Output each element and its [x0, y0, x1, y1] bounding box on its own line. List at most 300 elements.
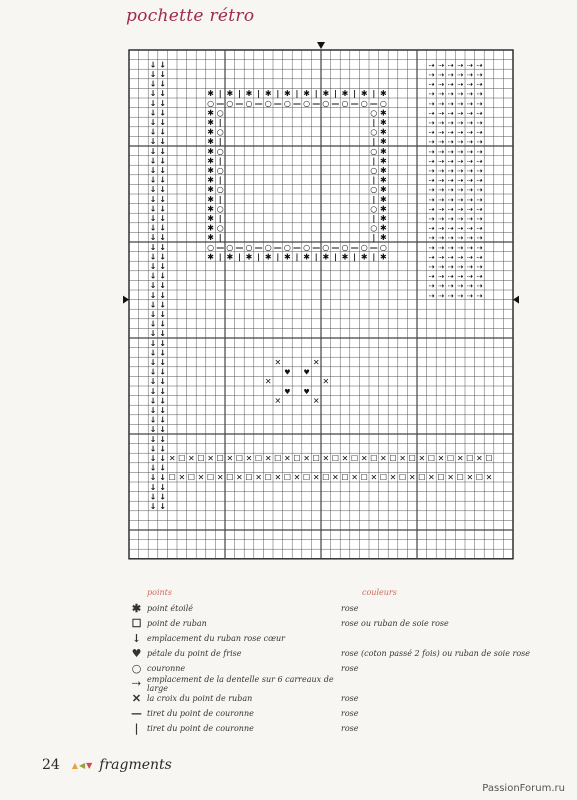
- star-icon: |: [276, 89, 280, 99]
- double-arrow-icon: ⇢: [438, 176, 444, 185]
- band-mark: ✕: [447, 473, 454, 483]
- double-arrow-icon: ⇢: [476, 234, 483, 243]
- double-arrow-icon: ⇢: [447, 128, 454, 137]
- arrow-down-icon: ↓: [159, 204, 166, 214]
- band-mark: ✕: [418, 454, 426, 463]
- circle-icon: ○: [283, 242, 291, 252]
- star-icon: ✱: [245, 252, 253, 262]
- arrow-down-icon: ↓: [149, 492, 157, 502]
- double-arrow-icon: ⇢: [466, 167, 473, 175]
- arrow-down-icon: ↓: [149, 377, 157, 387]
- band-mark: ☐: [207, 473, 215, 483]
- circle-icon: ○: [207, 242, 215, 252]
- star-icon: ✱: [341, 252, 349, 262]
- circle-icon: |: [372, 233, 376, 243]
- circle-icon: ○: [226, 242, 234, 252]
- arrow-down-icon: ↓: [159, 166, 166, 175]
- double-arrow-icon: ⇢: [447, 272, 454, 281]
- double-arrow-icon: ⇢: [447, 291, 454, 300]
- double-arrow-icon: ⇢: [476, 71, 483, 79]
- star-icon: ✱: [207, 146, 214, 156]
- arrow-down-icon: ↓: [159, 60, 166, 70]
- circle-icon: ○: [245, 242, 253, 252]
- circle-icon: ○: [226, 98, 234, 108]
- band-mark: ☐: [408, 454, 416, 463]
- band-mark: ✕: [476, 454, 483, 463]
- circle-icon: ○: [341, 242, 349, 252]
- star-icon: ✱: [322, 252, 330, 262]
- double-arrow-icon: ⇢: [466, 291, 473, 300]
- double-arrow-icon: ⇢: [428, 215, 435, 223]
- arrow-down-icon: ↓: [159, 262, 166, 271]
- legend-point-name: tiret du point de couronne: [147, 709, 254, 718]
- arrow-down-icon: ↓: [159, 127, 166, 137]
- double-arrow-icon: ⇢: [428, 205, 435, 214]
- star-icon: ✱: [207, 252, 214, 262]
- band-mark: ☐: [399, 473, 407, 483]
- cross-icon: ✕: [264, 377, 272, 387]
- arrow-down-icon: ↓: [159, 89, 166, 99]
- circle-icon: |: [218, 233, 222, 243]
- band-mark: ☐: [312, 454, 320, 463]
- legend-point-name: couronne: [147, 664, 186, 673]
- triangle-left-icon: ◀: [78, 760, 86, 770]
- star-icon: ✱: [131, 602, 142, 615]
- circle-icon: ○: [379, 98, 387, 108]
- double-arrow-icon: ⇢: [476, 272, 483, 281]
- triangle-down-icon: ▼: [86, 760, 93, 770]
- legend-row: [126, 706, 546, 721]
- double-arrow-icon: ⇢: [457, 138, 464, 147]
- band-mark: ☐: [226, 473, 234, 483]
- double-arrow-icon: ⇢: [428, 186, 435, 195]
- circle-icon: |: [372, 137, 376, 147]
- circle-icon: —: [369, 242, 378, 252]
- star-icon: |: [314, 252, 318, 262]
- double-arrow-icon: ⇢: [476, 128, 483, 137]
- circle-icon: ○: [322, 98, 330, 108]
- circle-icon: ○: [370, 127, 378, 137]
- circle-icon: ○: [216, 127, 224, 137]
- band-mark: ✕: [332, 473, 339, 483]
- circle-icon: |: [372, 175, 376, 185]
- double-arrow-icon: ⇢: [457, 147, 464, 156]
- double-arrow-icon: ⇢: [457, 186, 464, 195]
- circle-icon: ○: [131, 662, 142, 675]
- dash-icon: —: [131, 707, 142, 720]
- double-arrow-icon: ⇢: [447, 263, 454, 271]
- circle-icon: —: [293, 98, 301, 108]
- double-arrow-icon: ⇢: [476, 138, 483, 147]
- arrow-down-icon: ↓: [159, 406, 166, 415]
- star-icon: ✱: [380, 214, 387, 223]
- star-icon: ✱: [207, 156, 214, 166]
- arrow-down-icon: ↓: [159, 242, 166, 252]
- arrow-down-icon: ↓: [149, 175, 157, 185]
- arrow-down-icon: ↓: [149, 358, 157, 367]
- star-icon: ✱: [207, 204, 214, 214]
- double-arrow-icon: ⇢: [457, 272, 464, 281]
- double-arrow-icon: ⇢: [428, 90, 435, 99]
- band-mark: ✕: [322, 454, 330, 463]
- double-arrow-icon: ⇢: [457, 282, 464, 291]
- star-icon: ✱: [380, 108, 387, 118]
- arrow-down-icon: ↓: [159, 79, 166, 89]
- arrow-down-icon: ↓: [149, 252, 157, 262]
- circle-icon: ○: [245, 98, 253, 108]
- legend-point-name: la croix du point de ruban: [147, 694, 253, 703]
- band-mark: ✕: [389, 473, 397, 483]
- circle-icon: ○: [341, 98, 349, 108]
- arrow-down-icon: ↓: [159, 185, 166, 195]
- legend-color: rose (coton passé 2 fois) ou ruban de soie rose: [341, 649, 530, 658]
- band-mark: ☐: [178, 454, 186, 463]
- double-arrow-icon: ⇢: [447, 71, 454, 79]
- legend-point-name: pétale du point de frise: [147, 649, 242, 658]
- double-arrow-icon: ⇢: [438, 109, 444, 118]
- double-arrow-icon: ⇢: [438, 80, 444, 89]
- star-icon: |: [333, 252, 337, 262]
- band-mark: ☐: [274, 454, 282, 463]
- star-icon: ✱: [245, 89, 253, 99]
- arrow-down-icon: ↓: [159, 223, 166, 233]
- arrow-down-icon: ↓: [159, 367, 166, 377]
- double-arrow-icon: ⇢: [457, 243, 464, 252]
- double-arrow-icon: ⇢: [428, 61, 435, 70]
- band-mark: ☐: [466, 454, 474, 463]
- double-arrow-icon: ⇢: [428, 80, 435, 89]
- arrow-down-icon: ↓: [149, 463, 157, 473]
- band-mark: ☐: [360, 473, 368, 483]
- band-mark: ✕: [380, 454, 387, 463]
- legend-row: [126, 631, 546, 646]
- double-arrow-icon: ⇢: [428, 167, 435, 175]
- double-arrow-icon: ⇢: [428, 176, 435, 185]
- arrow-down-icon: ↓: [159, 108, 166, 118]
- arrow-down-icon: ↓: [149, 108, 157, 118]
- double-arrow-icon: ⇢: [447, 138, 454, 147]
- circle-icon: |: [372, 194, 376, 204]
- star-icon: ✱: [360, 252, 368, 262]
- double-arrow-icon: ⇢: [457, 291, 464, 300]
- arrow-down-icon: ↓: [159, 329, 166, 339]
- circle-icon: —: [216, 242, 225, 252]
- double-arrow-icon: ⇢: [428, 138, 435, 147]
- double-arrow-icon: ⇢: [466, 80, 473, 89]
- double-arrow-icon: ⇢: [466, 215, 473, 223]
- circle-icon: —: [235, 98, 244, 108]
- band-mark: ✕: [188, 454, 195, 463]
- double-arrow-icon: ⇢: [428, 109, 435, 118]
- star-icon: ✱: [284, 252, 291, 262]
- double-arrow-icon: ⇢: [466, 253, 473, 262]
- double-arrow-icon: ⇢: [476, 205, 483, 214]
- arrow-down-icon: ↓: [149, 348, 157, 358]
- band-mark: ✕: [255, 473, 262, 483]
- circle-icon: ○: [216, 166, 224, 175]
- arrow-down-icon: ↓: [149, 473, 157, 483]
- circle-icon: —: [273, 98, 282, 108]
- double-arrow-icon: ⇢: [447, 90, 454, 99]
- double-arrow-icon: ⇢: [476, 215, 483, 223]
- double-arrow-icon: ⇢: [447, 147, 454, 156]
- double-arrow-icon: ⇢: [447, 224, 454, 233]
- legend-point-name: emplacement du ruban rose cœur: [147, 634, 285, 643]
- circle-icon: |: [218, 118, 222, 127]
- double-arrow-icon: ⇢: [447, 80, 454, 89]
- band-mark: ☐: [293, 454, 301, 463]
- double-arrow-icon: ⇢: [466, 272, 473, 281]
- arrow-down-icon: ↓: [159, 454, 166, 463]
- arrow-down-icon: ↓: [149, 454, 157, 463]
- legend-point-name: point de ruban: [147, 619, 207, 628]
- double-arrow-icon: ⇢: [438, 243, 444, 252]
- double-arrow-icon: ⇢: [457, 234, 464, 243]
- double-arrow-icon: ⇢: [466, 109, 473, 118]
- legend-color: rose ou ruban de soie rose: [341, 619, 449, 628]
- double-arrow-icon: ⇢: [428, 272, 435, 281]
- bar-icon: |: [134, 722, 139, 735]
- band-mark: ☐: [485, 454, 493, 463]
- star-icon: |: [314, 89, 318, 99]
- band-mark: ☐: [264, 473, 272, 483]
- double-arrow-icon: ⇢: [457, 176, 464, 185]
- star-icon: ✱: [380, 223, 387, 233]
- band-mark: ✕: [341, 454, 349, 463]
- arrow-down-icon: ↓: [159, 396, 166, 406]
- band-mark: ☐: [235, 454, 243, 463]
- star-icon: |: [276, 252, 280, 262]
- heart-icon: ♥: [303, 387, 310, 396]
- double-arrow-icon: ⇢: [466, 119, 473, 127]
- arrow-down-icon: ↓: [159, 319, 166, 329]
- arrow-down-icon: ↓: [159, 281, 166, 291]
- arrow-down-icon: ↓: [149, 271, 157, 281]
- arrow-down-icon: ↓: [149, 204, 157, 214]
- circle-icon: —: [254, 242, 263, 252]
- circle-icon: ○: [370, 146, 378, 156]
- band-mark: ☐: [216, 454, 224, 463]
- arrow-down-icon: ↓: [159, 271, 166, 281]
- star-icon: ✱: [380, 166, 387, 175]
- double-arrow-icon: ⇢: [457, 119, 464, 127]
- circle-icon: ○: [303, 98, 311, 108]
- arrow-down-icon: ↓: [149, 482, 157, 492]
- double-arrow-icon: ⇢: [466, 282, 473, 291]
- double-arrow-icon: ⇢: [457, 109, 464, 118]
- arrow-down-icon: ↓: [149, 137, 157, 147]
- legend-color: rose: [341, 604, 359, 613]
- star-icon: |: [372, 89, 376, 99]
- band-mark: ✕: [303, 454, 310, 463]
- double-arrow-icon: ⇢: [438, 61, 444, 70]
- arrow-down-icon: ↓: [149, 146, 157, 156]
- double-arrow-icon: ⇢: [438, 138, 444, 147]
- star-icon: ✱: [207, 108, 214, 118]
- arrow-down-icon: ↓: [159, 358, 166, 367]
- star-icon: |: [218, 252, 222, 262]
- double-arrow-icon: ⇢: [457, 205, 464, 214]
- arrow-down-icon: ↓: [159, 338, 166, 348]
- star-icon: ✱: [207, 223, 214, 233]
- double-arrow-icon: ⇢: [447, 109, 454, 118]
- double-arrow-icon: ⇢: [476, 157, 483, 166]
- band-mark: ✕: [485, 473, 493, 483]
- star-icon: ✱: [207, 233, 214, 243]
- circle-icon: —: [312, 98, 321, 108]
- circle-icon: ○: [264, 98, 272, 108]
- legend-row: [126, 721, 546, 736]
- double-arrow-icon: ⇢: [428, 253, 435, 262]
- double-arrow-icon: ⇢: [438, 157, 444, 166]
- cross-icon: ✕: [322, 377, 330, 387]
- arrow-down-icon: ↓: [159, 118, 166, 127]
- band-mark: ☐: [197, 454, 205, 463]
- star-icon: |: [295, 89, 299, 99]
- arrow-down-icon: ↓: [149, 127, 157, 137]
- arrow-down-icon: ↓: [149, 502, 157, 511]
- double-arrow-icon: ⇢: [457, 99, 464, 108]
- band-mark: ✕: [370, 473, 378, 483]
- arrow-down-icon: ↓: [149, 185, 157, 195]
- arrow-down-icon: ↓: [149, 118, 157, 127]
- arrow-down-icon: ↓: [159, 310, 166, 319]
- double-arrow-icon: ⇢: [438, 186, 444, 195]
- star-icon: ✱: [380, 156, 387, 166]
- arrow-down-icon: ↓: [131, 632, 142, 645]
- double-arrow-icon: ⇢: [457, 80, 464, 89]
- double-arrow-icon: ⇢: [476, 253, 483, 262]
- arrow-down-icon: ↓: [149, 406, 157, 415]
- double-arrow-icon: ⇢: [438, 147, 444, 156]
- double-arrow-icon: ⇢: [447, 167, 454, 175]
- double-arrow-icon: ⇢: [457, 195, 464, 204]
- star-icon: ✱: [360, 89, 368, 99]
- circle-icon: |: [218, 156, 222, 166]
- circle-icon: ○: [216, 204, 224, 214]
- star-icon: |: [295, 252, 299, 262]
- star-icon: ✱: [341, 89, 349, 99]
- double-arrow-icon: ⇢: [447, 215, 454, 223]
- arrow-down-icon: ↓: [149, 444, 157, 454]
- circle-icon: —: [235, 242, 244, 252]
- square-icon: ☐: [131, 617, 142, 630]
- arrow-down-icon: ↓: [159, 214, 166, 223]
- double-arrow-icon: ⇢: [457, 71, 464, 79]
- band-mark: ☐: [187, 473, 195, 483]
- circle-icon: ○: [303, 242, 311, 252]
- circle-icon: ○: [370, 223, 378, 233]
- circle-icon: —: [216, 98, 225, 108]
- double-arrow-icon: ⇢: [438, 167, 444, 175]
- band-mark: ☐: [456, 473, 464, 483]
- circle-icon: |: [218, 137, 222, 147]
- star-icon: ✱: [207, 175, 214, 185]
- arrow-down-icon: ↓: [159, 425, 166, 435]
- double-arrow-icon: ⇢: [447, 99, 454, 108]
- arrow-down-icon: ↓: [149, 434, 157, 444]
- star-icon: ✱: [207, 89, 214, 99]
- legend-color: rose: [341, 724, 359, 733]
- star-icon: ✱: [207, 214, 214, 223]
- circle-icon: —: [331, 242, 340, 252]
- arrow-down-icon: ↓: [149, 89, 157, 99]
- arrow-down-icon: ↓: [149, 396, 157, 406]
- circle-icon: ○: [322, 242, 330, 252]
- star-icon: ✱: [207, 185, 214, 195]
- arrow-down-icon: ↓: [159, 175, 166, 185]
- double-arrow-icon: ⇢: [476, 99, 483, 108]
- circle-icon: |: [372, 214, 376, 223]
- circle-icon: ○: [283, 98, 291, 108]
- circle-icon: ○: [370, 204, 378, 214]
- band-mark: ✕: [274, 473, 282, 483]
- star-icon: ✱: [303, 252, 310, 262]
- arrow-down-icon: ↓: [159, 415, 166, 425]
- band-mark: ✕: [216, 473, 224, 483]
- double-arrow-icon: ⇢: [466, 71, 473, 79]
- band-mark: ☐: [351, 454, 359, 463]
- double-arrow-icon: ⇢: [457, 224, 464, 233]
- arrow-down-icon: ↓: [149, 223, 157, 233]
- double-arrow-icon: ⇢: [447, 205, 454, 214]
- legend-row: [126, 601, 546, 616]
- arrow-down-icon: ↓: [149, 60, 157, 70]
- arrow-down-icon: ↓: [149, 214, 157, 223]
- double-arrow-icon: ⇢: [447, 195, 454, 204]
- heart-icon: ♥: [284, 387, 291, 396]
- circle-icon: —: [350, 242, 359, 252]
- double-arrow-icon: ⇢: [466, 224, 473, 233]
- arrow-down-icon: ↓: [159, 233, 166, 243]
- double-arrow-icon: ⇢: [476, 186, 483, 195]
- star-icon: ✱: [207, 137, 214, 147]
- star-icon: |: [353, 252, 357, 262]
- circle-icon: ○: [216, 108, 224, 118]
- double-arrow-icon: ⇢: [447, 157, 454, 166]
- legend-point-name: point étoilé: [147, 604, 194, 613]
- band-mark: ☐: [255, 454, 263, 463]
- circle-icon: ○: [370, 108, 378, 118]
- band-mark: ☐: [389, 454, 397, 463]
- legend-header: [126, 588, 546, 601]
- double-arrow-icon: ⇢: [428, 195, 435, 204]
- heart-icon: ♥: [131, 647, 142, 660]
- band-mark: ☐: [303, 473, 311, 483]
- circle-icon: —: [312, 242, 321, 252]
- star-icon: |: [372, 252, 376, 262]
- legend-color: rose: [341, 694, 359, 703]
- double-arrow-icon: ⇢: [438, 234, 444, 243]
- arrow-down-icon: ↓: [159, 482, 166, 492]
- arrow-down-icon: ↓: [159, 98, 166, 108]
- legend: [126, 588, 546, 736]
- double-arrow-icon: ⇢: [428, 234, 435, 243]
- band-mark: ✕: [360, 454, 368, 463]
- band-mark: ✕: [264, 454, 272, 463]
- double-arrow-icon: ⇢: [438, 291, 444, 300]
- circle-icon: |: [218, 175, 222, 185]
- double-arrow-icon: ⇢: [457, 90, 464, 99]
- legend-point-name: emplacement de la dentelle sur 6 carreaux de large: [147, 674, 334, 693]
- circle-icon: ○: [379, 242, 387, 252]
- arrow-down-icon: ↓: [159, 70, 166, 79]
- arrow-down-icon: ↓: [149, 290, 157, 300]
- double-arrow-icon: ⇢: [466, 195, 473, 204]
- circle-icon: ○: [216, 223, 224, 233]
- arrow-down-icon: ↓: [149, 310, 157, 319]
- band-mark: ☐: [322, 473, 330, 483]
